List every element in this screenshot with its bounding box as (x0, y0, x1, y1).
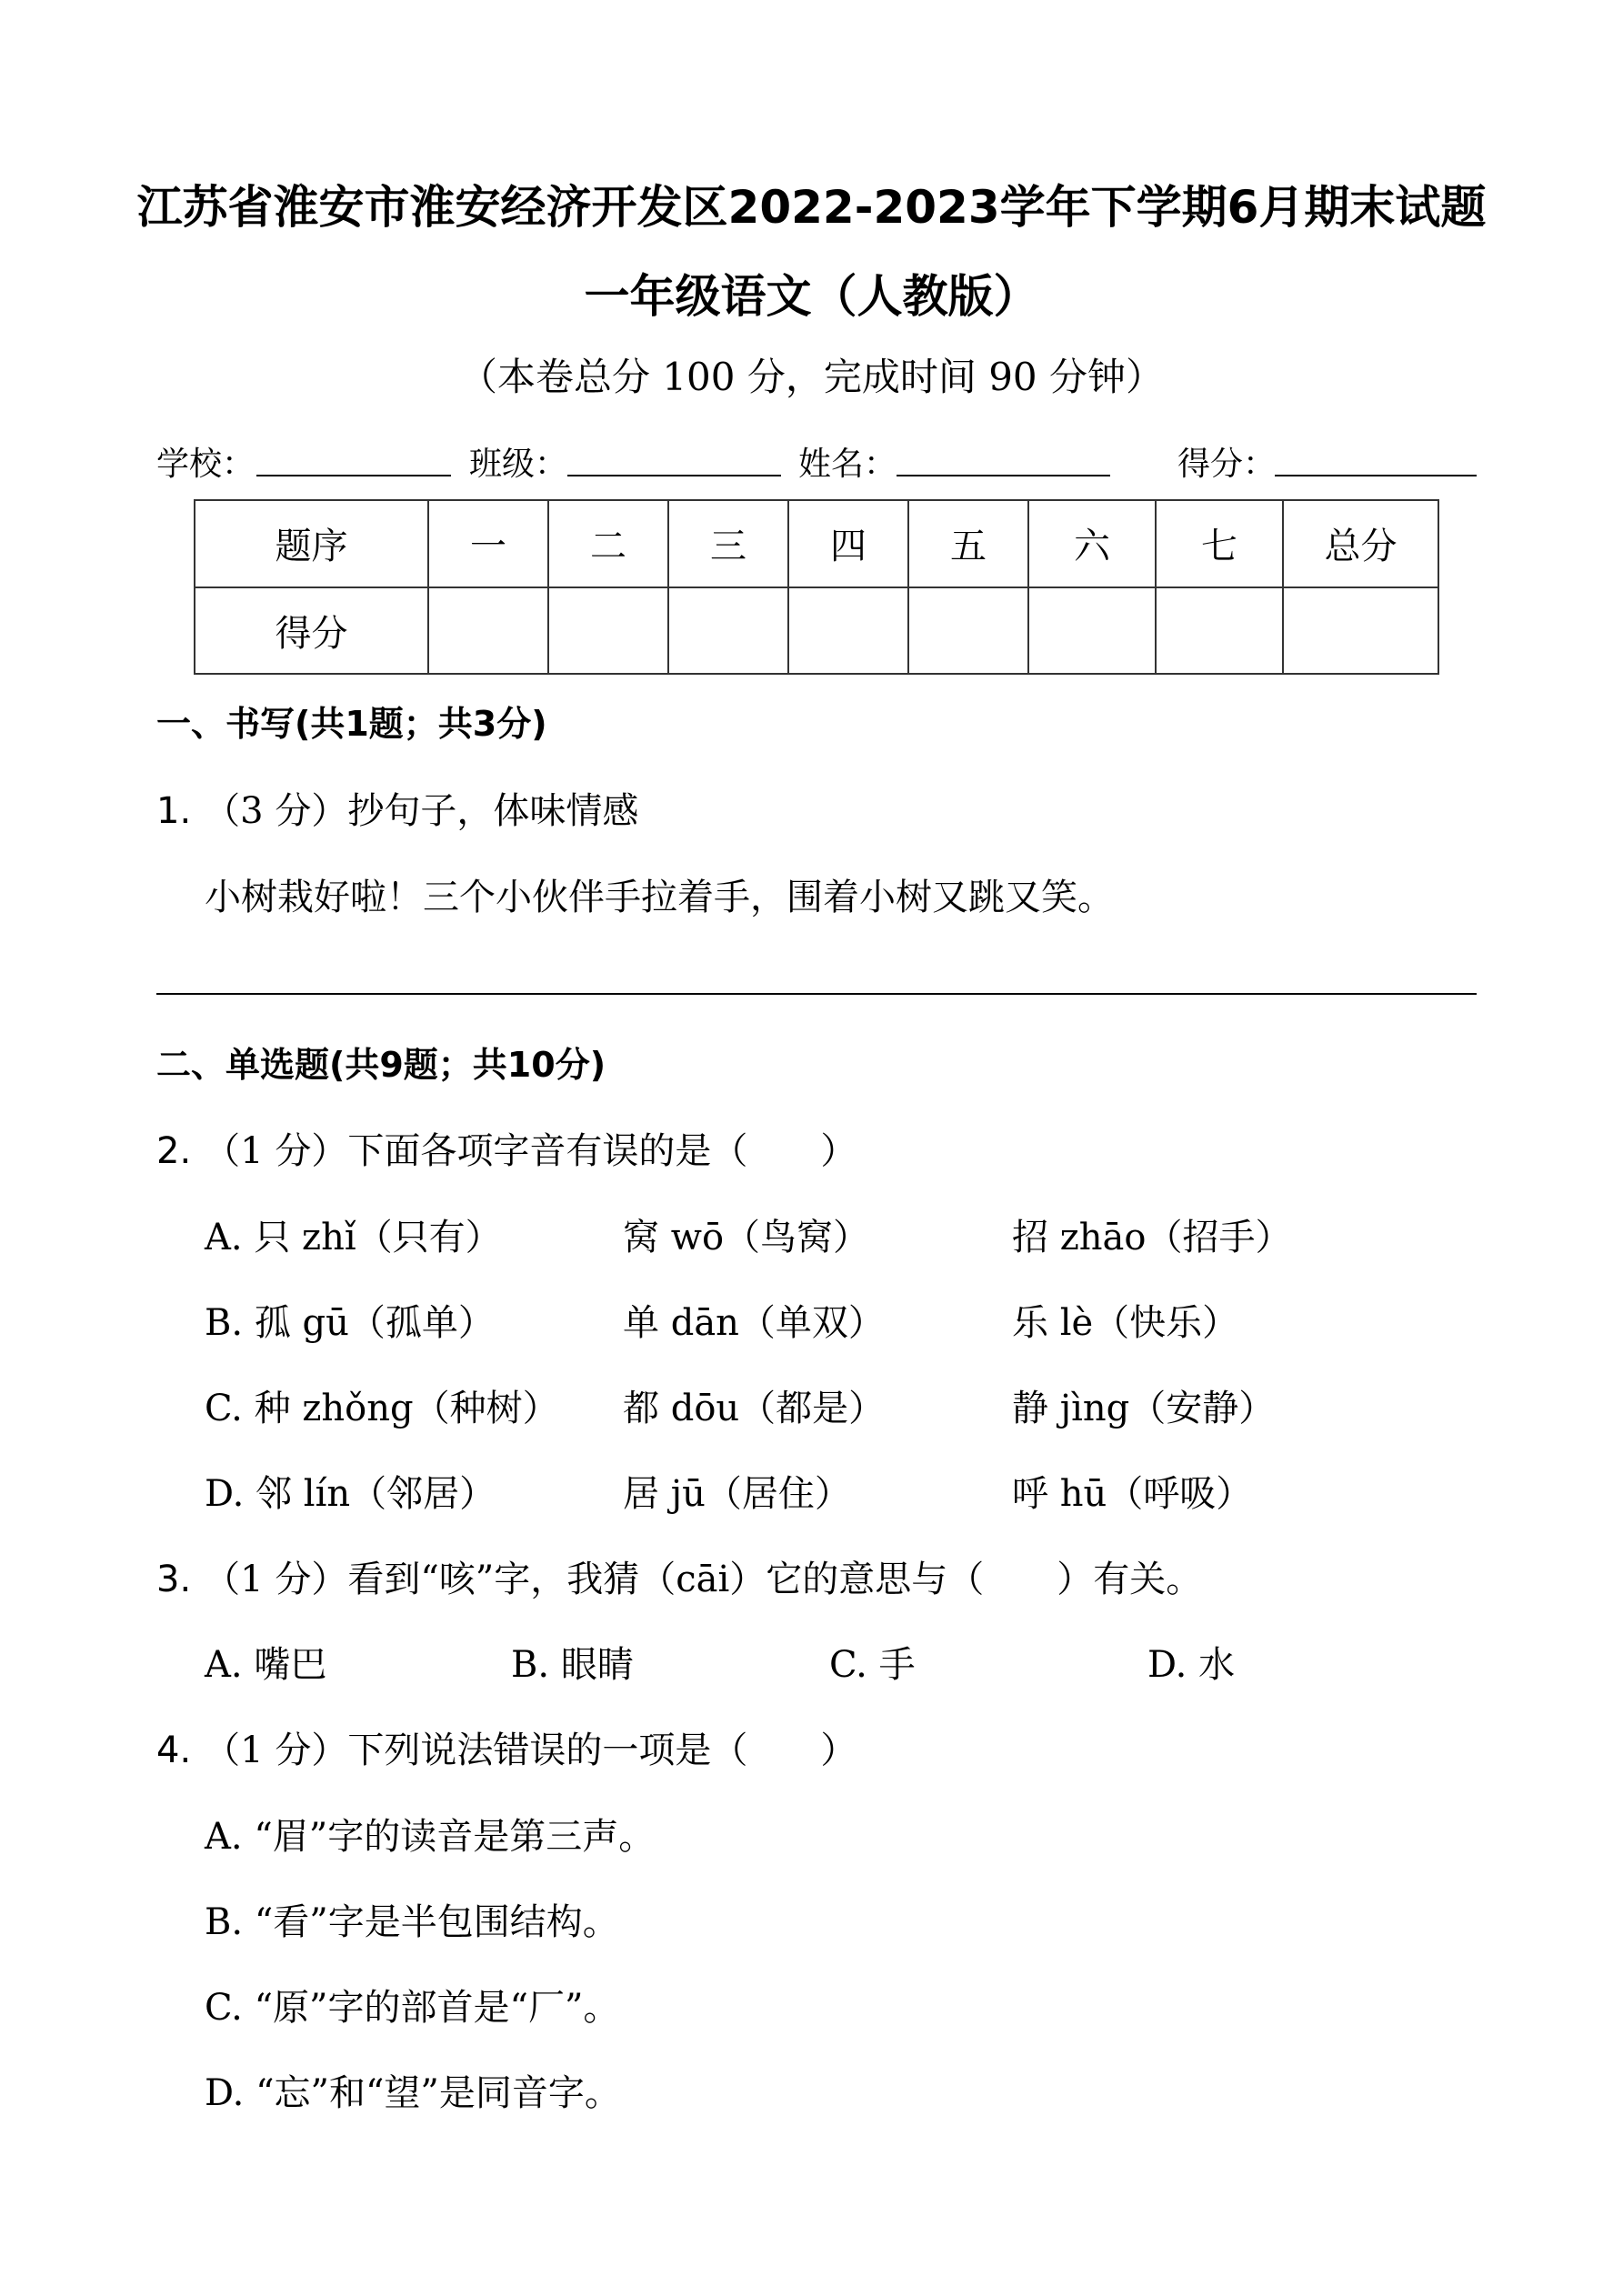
question-3 (156, 1550, 1202, 1602)
score-cell[interactable] (908, 587, 1028, 675)
question-text: （1 分）下列说法错误的一项是（ ） (204, 1730, 857, 1771)
option-a-item: 窝 wō（鸟窝） (623, 1217, 870, 1258)
option-a-item[interactable]: A. 只 zhǐ（只有） (205, 1217, 502, 1258)
question-number: 4. (156, 1730, 192, 1771)
score-cell[interactable] (548, 587, 668, 675)
score-cell[interactable] (428, 587, 548, 675)
option-a[interactable]: A. “眉”字的读音是第三声。 (205, 1816, 656, 1858)
option-a-item: 招 zhāo（招手） (1012, 1217, 1292, 1258)
option-b[interactable]: B. 眼睛 (511, 1644, 634, 1686)
question-number: 1. (156, 790, 192, 832)
table-row-label: 得分 (195, 587, 428, 675)
table-header-cell: 五 (908, 500, 1028, 587)
score-label: 得分： (1177, 446, 1277, 483)
table-header-cell: 一 (428, 500, 548, 587)
school-label: 学校： (156, 446, 255, 483)
question-text: （3 分）抄句子，体味情感 (204, 790, 639, 832)
copy-sentence: 小树栽好啦！三个小伙伴手拉着手，围着小树又跳又笑。 (205, 877, 1114, 918)
question-2 (156, 1122, 857, 1174)
option-b-item[interactable]: B. 孤 gū（孤单） (205, 1302, 495, 1344)
score-cell[interactable] (668, 587, 788, 675)
option-b-item: 乐 lè（快乐） (1012, 1302, 1239, 1344)
section-heading-single-choice: 二、单选题(共9题；共10分) (156, 1045, 606, 1085)
table-header-cell: 四 (788, 500, 908, 587)
section-heading-writing: 一、书写(共1题；共3分) (156, 704, 547, 744)
name-blank[interactable] (897, 475, 1110, 476)
option-c-item[interactable]: C. 种 zhǒng（种树） (205, 1388, 559, 1429)
question-number: 3. (156, 1559, 192, 1600)
score-table-header-row (195, 500, 1438, 587)
option-c[interactable]: C. 手 (829, 1644, 916, 1686)
option-c-item: 都 dōu（都是） (623, 1388, 886, 1429)
option-b-item: 单 dān（单双） (623, 1302, 885, 1344)
score-cell[interactable] (1283, 587, 1438, 675)
option-d[interactable]: D. 水 (1147, 1644, 1236, 1686)
question-1 (156, 782, 638, 834)
question-4 (156, 1721, 857, 1773)
option-c-item: 静 jìng（安静） (1012, 1388, 1276, 1429)
class-blank[interactable] (567, 475, 781, 476)
table-header-cell: 六 (1028, 500, 1156, 587)
score-cell[interactable] (1156, 587, 1283, 675)
table-header-cell: 题序 (195, 500, 428, 587)
page-subtitle: 一年级语文（人教版） (584, 270, 1039, 323)
table-header-cell: 总分 (1283, 500, 1438, 587)
name-label: 姓名： (798, 446, 897, 483)
exam-note: （本卷总分 100 分，完成时间 90 分钟） (458, 355, 1164, 399)
score-blank[interactable] (1275, 475, 1477, 476)
score-cell[interactable] (1028, 587, 1156, 675)
class-label: 班级： (469, 446, 568, 483)
school-blank[interactable] (256, 475, 451, 476)
option-b[interactable]: B. “看”字是半包围结构。 (205, 1901, 619, 1943)
page-title: 江苏省淮安市淮安经济开发区2022-2023学年下学期6月期末试题 (136, 181, 1487, 234)
option-d-item[interactable]: D. 邻 lín（邻居） (205, 1473, 496, 1515)
option-c[interactable]: C. “原”字的部首是“厂”。 (205, 1987, 620, 2029)
question-text: （1 分）下面各项字音有误的是（ ） (204, 1130, 857, 1172)
option-d-item: 居 jū（居住） (623, 1473, 851, 1515)
question-text: （1 分）看到“咳”字，我猜（cāi）它的意思与（ ）有关。 (204, 1559, 1203, 1600)
table-header-cell: 七 (1156, 500, 1283, 587)
answer-line[interactable] (156, 993, 1477, 995)
option-d[interactable]: D. “忘”和“望”是同音字。 (205, 2072, 621, 2114)
score-cell[interactable] (788, 587, 908, 675)
score-table-score-row (195, 587, 1438, 675)
score-table (194, 499, 1439, 675)
question-number: 2. (156, 1130, 192, 1172)
option-d-item: 呼 hū（呼吸） (1012, 1473, 1253, 1515)
table-header-cell: 三 (668, 500, 788, 587)
option-a[interactable]: A. 嘴巴 (205, 1644, 327, 1686)
table-header-cell: 二 (548, 500, 668, 587)
